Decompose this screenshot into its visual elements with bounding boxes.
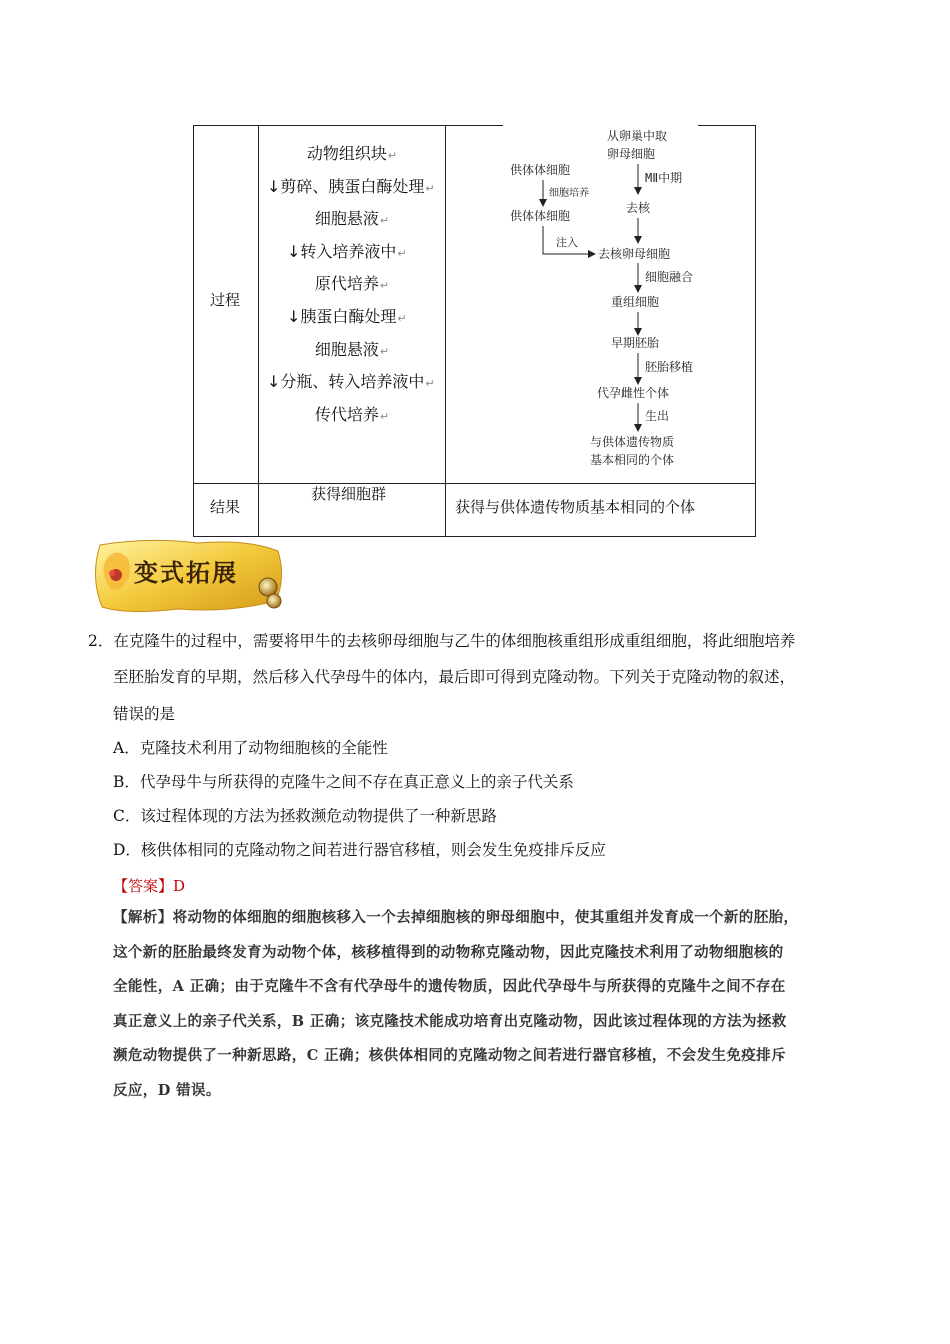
flow-result-2: 基本相同的个体 [590,453,675,467]
flow-fusion-label: 细胞融合 [645,270,694,284]
answer-value: D [173,877,186,895]
question-line-3: 错误的是 [113,705,176,723]
flow-egg-source-1: 从卵巢中取 [607,129,668,143]
flow-result-1: 与供体遗传物质 [590,435,675,449]
result-cell-culture: 获得细胞群 [311,485,387,503]
paragraph-mark-icon: ↵ [397,246,407,260]
explanation-line: 反应，D 错误。 [113,1081,221,1099]
paragraph-mark-icon: ↵ [425,377,435,391]
row-label-process: 过程 [210,291,241,309]
explanation-line: 濒危动物提供了一种新思路，C 正确；核供体相同的克隆动物之间若进行器官移植，不会发生免疫排斥 [113,1047,786,1064]
flow-cell-culture-label: 细胞培养 [549,188,589,199]
flow-inject-label: 注入 [556,236,578,249]
result-cloning: 获得与供体遗传物质基本相同的个体 [455,498,696,516]
culture-step-text: ↓胰蛋白酶处理 [287,306,397,326]
flow-birth-label: 生出 [645,409,670,423]
culture-step-text: ↓转入培养液中 [287,241,397,261]
flow-mii-label: MⅡ中期 [645,171,683,185]
coin-icon-2 [267,594,281,608]
explanation-line: 全能性，A 正确；由于克隆牛不含有代孕母牛的遗传物质，因此代孕母牛与所获得的克隆牛之间不存在 [113,978,786,995]
culture-step-text: ↓剪碎、胰蛋白酶处理 [267,176,425,196]
flow-transfer-label: 胚胎移植 [645,360,694,374]
flow-early-embryo: 早期胚胎 [611,336,660,350]
flow-donor-cell: 供体体细胞 [510,163,571,177]
question-line-1 [88,624,795,658]
culture-step-text: ↓分瓶、转入培养液中 [267,372,425,392]
option-b: B．代孕母牛与所获得的克隆牛之间不存在真正意义上的亲子代关系 [113,773,574,791]
explanation [113,901,873,1108]
culture-step-text: 细胞悬液 [314,339,379,359]
answer-label: 【答案】 [113,877,174,895]
paragraph-mark-icon: ↵ [379,409,390,423]
paragraph-mark-icon: ↵ [379,214,390,228]
explanation-line: 真正意义上的亲子代关系，B 正确；该克隆技术能成功培育出克隆动物，因此该过程体现的方法为拯救 [113,1012,787,1030]
explanation-line: 这个新的胚胎最终发育为动物个体，核移植得到的动物称克隆动物，因此克隆技术利用了动物细胞核的 [113,943,784,961]
question-number: 2． [88,632,114,650]
paragraph-mark-icon: ↵ [387,149,398,162]
variant-extension-banner [88,537,288,617]
row-label-result: 结果 [210,498,241,516]
cloning-flow-diagram [0,0,950,600]
question-stem-1: 在克隆牛的过程中，需要将甲牛的去核卵母细胞与乙牛的体细胞核重组形成重组细胞，将此细胞培养 [113,632,796,650]
culture-step-text: 动物组织块 [306,144,387,163]
paragraph-mark-icon: ↵ [379,279,390,293]
paragraph-mark-icon: ↵ [425,181,435,195]
option-a: A．克隆技术利用了动物细胞核的全能性 [113,739,388,757]
option-c: C．该过程体现的方法为拯救濒危动物提供了一种新思路 [113,807,497,825]
flow-egg-source-2: 卵母细胞 [607,147,656,161]
paragraph-mark-icon: ↵ [379,344,390,358]
culture-step-text: 传代培养 [314,404,379,424]
culture-step-text: 细胞悬液 [314,209,379,229]
culture-step-text: 原代培养 [314,274,379,294]
flow-recombined: 重组细胞 [611,295,660,309]
flow-surrogate: 代孕雌性个体 [597,386,670,400]
banner-title: 变式拓展 [134,558,238,587]
flower-petal-icon [109,570,115,576]
question-line-2: 至胚胎发育的早期，然后移入代孕母牛的体内，最后即可得到克隆动物。下列关于克隆动物的叙述， [113,668,796,686]
answer-line [113,875,185,896]
paragraph-mark-icon: ↵ [397,311,407,325]
option-d: D．核供体相同的克隆动物之间若进行器官移植，则会发生免疫排斥反应 [113,841,606,859]
flow-enucleated-egg: 去核卵母细胞 [598,247,671,261]
flow-enucleate: 去核 [626,201,651,215]
coin-icon [259,578,277,596]
explanation-line: 【解析】将动物的体细胞的细胞核移入一个去掉细胞核的卵母细胞中，使其重组并发育成一个新的胚胎， [113,909,799,926]
flow-donor-cell-2: 供体体细胞 [510,209,571,223]
